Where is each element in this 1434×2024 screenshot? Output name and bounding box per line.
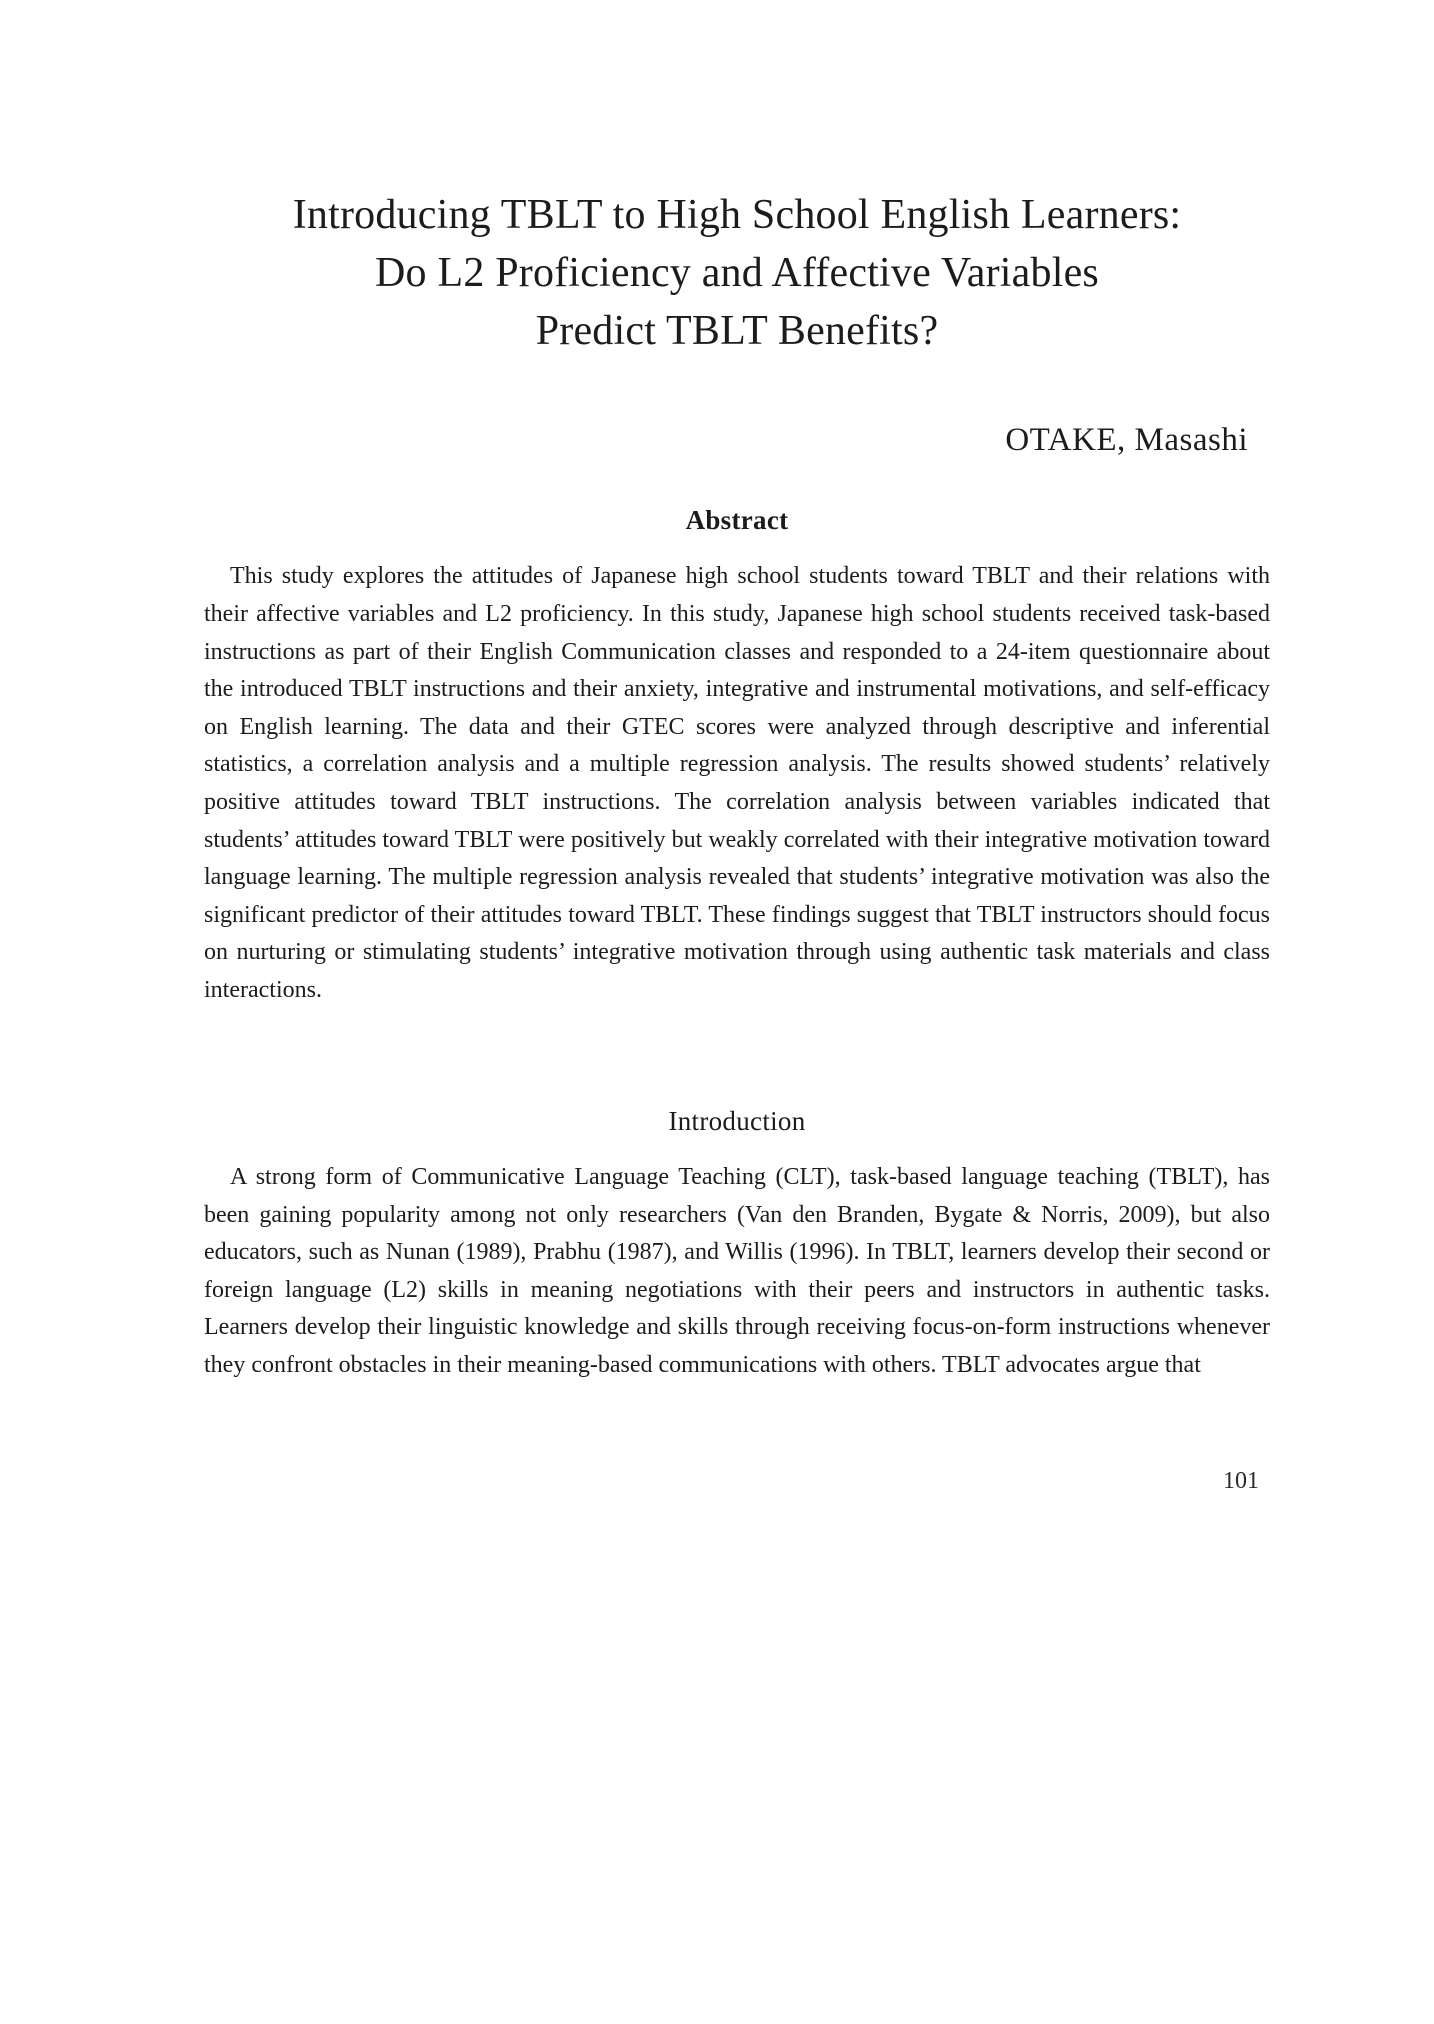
paper-title — [204, 186, 1270, 360]
section-heading-abstract: Abstract — [685, 505, 789, 535]
page-content — [204, 0, 1270, 1385]
title-line-1: Introducing TBLT to High School English Learners: — [292, 192, 1182, 238]
introduction-paragraph: A strong form of Communicative Language Teaching (CLT), task-based language teaching (TBLT), has been gaining popularity among not only researchers (Van den Branden, Bygate & Norris, 2009), but also educators, such as Nunan (1989), Prabhu (1987), and Willis (1996). In TBLT, learners develop their second or foreign language (L2) skills in meaning negotiations with their peers and instructors in authentic tasks. Learners develop their linguistic knowledge and skills through receiving focus-on-form instructions whenever they confront obstacles in their meaning-based communications with others. TBLT advocates argue that — [204, 1163, 1270, 1378]
author-name: OTAKE, Masashi — [1005, 422, 1248, 458]
page-number: 101 — [1223, 1468, 1259, 1494]
abstract-paragraph: This study explores the attitudes of Japanese high school students toward TBLT and their relations with their affective variables and L2 proficiency. In this study, Japanese high school students received task-based instructions as part of their English Communication classes and responded to a 24-item questionnaire about the introduced TBLT instructions and their anxiety, integrative and instrumental motivations, and self-efficacy on English learning. The data and their GTEC scores were analyzed through descriptive and inferential statistics, a correlation analysis and a multiple regression analysis. The results showed students’ relatively positive attitudes toward TBLT instructions. The correlation analysis between variables indicated that students’ attitudes toward TBLT were positively but weakly correlated with their integrative motivation toward language learning. The multiple regression analysis revealed that students’ integrative motivation was also the significant predictor of their attitudes toward TBLT. These findings suggest that TBLT instructors should focus on nurturing or stimulating students’ integrative motivation through using authentic task materials and class interactions. — [204, 563, 1270, 1003]
section-heading-introduction: Introduction — [668, 1105, 806, 1136]
title-line-3: Predict TBLT Benefits? — [535, 308, 939, 354]
title-line-2: Do L2 Proficiency and Affective Variables — [375, 250, 1099, 296]
